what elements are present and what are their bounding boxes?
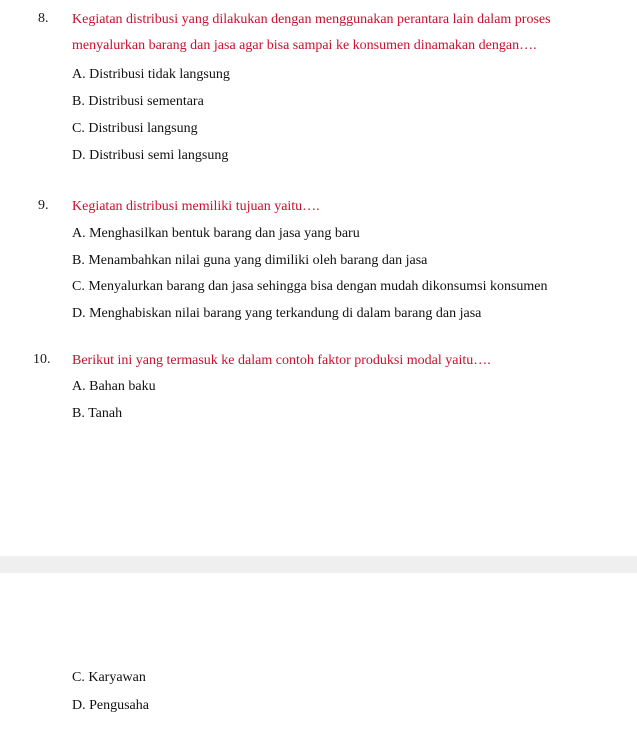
question-text: Berikut ini yang termasuk ke dalam contoh faktor produksi modal yaitu…. xyxy=(72,353,491,368)
option-b[interactable]: B. Menambahkan nilai guna yang dimiliki oleh barang dan jasa xyxy=(72,253,428,268)
option-c[interactable]: C. Karyawan xyxy=(72,670,146,685)
option-a[interactable]: A. Menghasilkan bentuk barang dan jasa yang baru xyxy=(72,226,360,241)
option-d[interactable]: D. Distribusi semi langsung xyxy=(72,148,229,163)
option-d[interactable]: D. Pengusaha xyxy=(72,698,149,713)
question-text-line-1: Kegiatan distribusi yang dilakukan dengan menggunakan perantara lain dalam proses xyxy=(72,12,551,27)
question-number: 9. xyxy=(38,198,49,213)
option-a[interactable]: A. Distribusi tidak langsung xyxy=(72,67,230,82)
option-c[interactable]: C. Menyalurkan barang dan jasa sehingga bisa dengan mudah dikonsumsi konsumen xyxy=(72,279,548,294)
question-text-line-2: menyalurkan barang dan jasa agar bisa sampai ke konsumen dinamakan dengan…. xyxy=(72,38,537,53)
option-d[interactable]: D. Menghabiskan nilai barang yang terkandung di dalam barang dan jasa xyxy=(72,306,482,321)
question-text: Kegiatan distribusi memiliki tujuan yaitu…. xyxy=(72,199,320,214)
option-b[interactable]: B. Distribusi sementara xyxy=(72,94,204,109)
option-c[interactable]: C. Distribusi langsung xyxy=(72,121,198,136)
page-break-divider xyxy=(0,556,637,573)
option-b[interactable]: B. Tanah xyxy=(72,406,123,421)
question-number: 10. xyxy=(33,352,51,367)
option-a[interactable]: A. Bahan baku xyxy=(72,379,156,394)
question-number: 8. xyxy=(38,11,49,26)
